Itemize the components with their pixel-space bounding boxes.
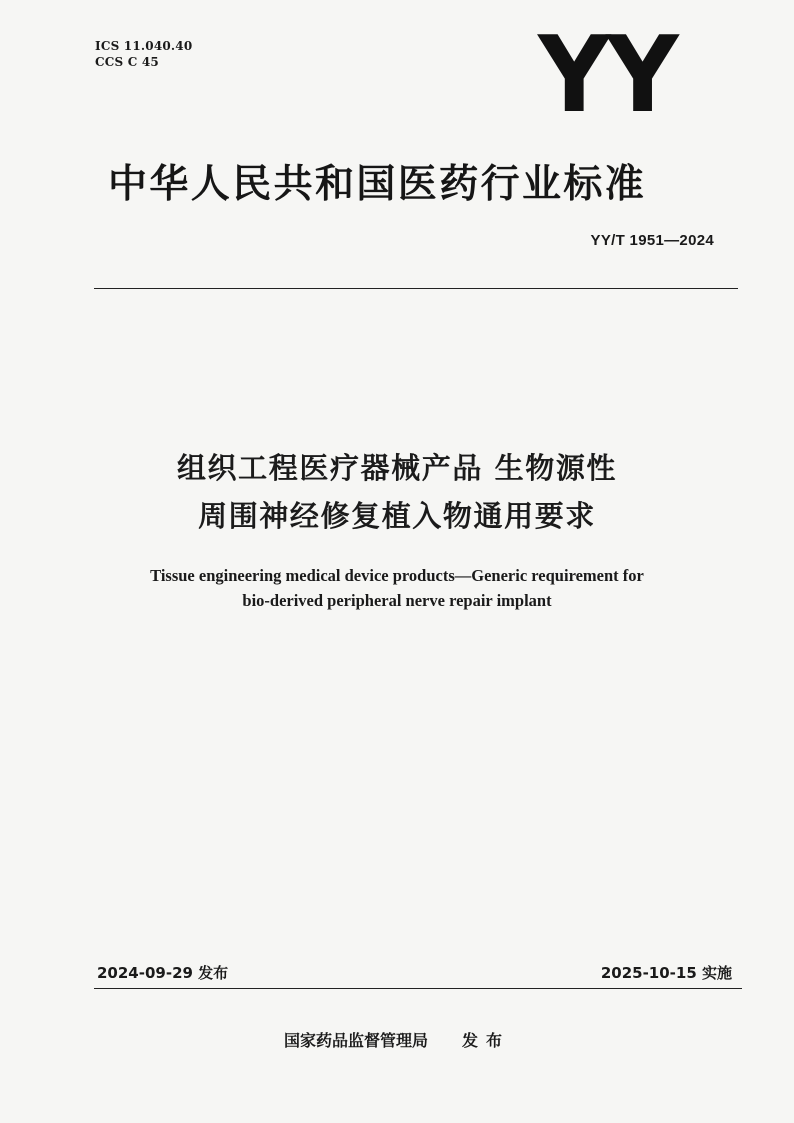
footer-divider (94, 988, 742, 989)
implementation-date: 2025-10-15 实施 (600, 964, 732, 982)
title-en-line-2: bio-derived peripheral nerve repair implant (242, 591, 552, 610)
ccs-code: CCS C 45 (95, 55, 159, 69)
yy-logo: YY (538, 13, 675, 137)
standard-category-title: 中华人民共和国医药行业标准 (108, 162, 647, 207)
issue-date: 2024-09-29 发布 (97, 964, 229, 982)
classification-codes (95, 38, 192, 70)
title-cn-line-2: 周围神经修复植入物通用要求 (198, 499, 596, 533)
document-title-cn (0, 444, 794, 540)
title-en-line-1: Tissue engineering medical device products—Generic requirement for (150, 566, 644, 585)
ics-code: ICS 11.040.40 (95, 39, 193, 53)
title-cn-line-1: 组织工程医疗器械产品 生物源性 (176, 451, 618, 485)
standard-number: YY/T 1951—2024 (590, 232, 714, 249)
publisher-line (0, 1028, 794, 1051)
document-title-en (0, 563, 794, 613)
publisher-name: 国家药品监督管理局 (283, 1031, 428, 1050)
header-divider (94, 288, 738, 289)
publish-action: 发布 (462, 1031, 511, 1050)
